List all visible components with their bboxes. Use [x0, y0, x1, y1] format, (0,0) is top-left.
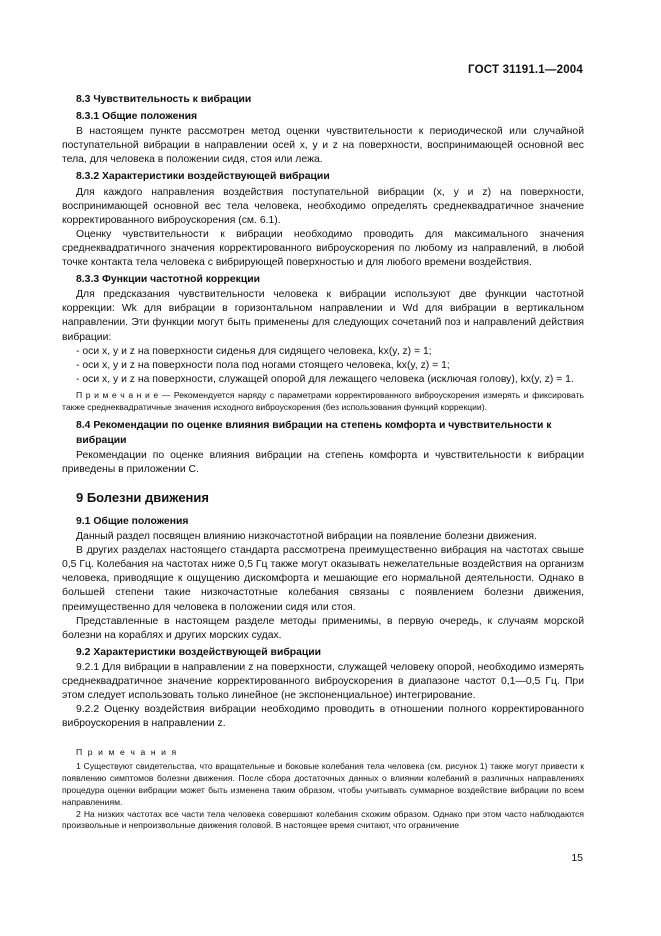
note-text: — Рекомендуется наряду с параметрами корректированного виброускорения измерять и фиксировать также среднеквадратичные значения исходного виброускорения (без использования функций коррекции).: [62, 389, 584, 412]
section-9-2-title: 9.2 Характеристики воздействующей вибрации: [76, 646, 322, 658]
note-1: 1 Существуют свидетельства, что вращательные и боковые колебания тела человека (см. рисунок 1) также могут привести к появлению симптомов болезни движения. После сбора достаточных данных о влиянии колебаний в различных направлениях процедура оценки вибрации может быть изменена таким образом, чтобы учитывать суммарное воздействие вибрации по всем направлениям.: [62, 761, 584, 807]
section-8-3-2-title: 8.3.2 Характеристики воздействующей вибрации: [76, 171, 330, 183]
section-8-3-2-paragraph-1: Для каждого направления воздействия поступательной вибрации (x, y и z) на поверхности, воспринимающей основной вес тела человека, необходимо определять среднеквадратичное значение корректированного виброускорения (см. 6.1).: [62, 186, 584, 226]
section-9-title: 9 Болезни движения: [76, 489, 209, 505]
list-item: - оси x, y и z на поверхности пола под ногами стоящего человека, kx(y, z) = 1;: [76, 359, 450, 371]
section-9-1-title: 9.1 Общие положения: [76, 515, 189, 527]
section-8-3-3-title: 8.3.3 Функции частотной коррекции: [76, 274, 261, 286]
section-8-3-2-paragraph-2: Оценку чувствительности к вибрации необходимо проводить для максимального значения среднеквадратичного значения корректированного виброускорения по любому из направлений, в любой точке контакта тела человека с вибрирующей поверхностью и для любого времени воздействия.: [62, 228, 584, 269]
section-8-3-title: 8.3 Чувствительность к вибрации: [76, 94, 252, 105]
section-9-1-paragraph-3: Представленные в настоящем разделе методы применимы, в первую очередь, к случаям морской болезни на кораблях и других морских судах.: [62, 615, 584, 641]
document-code: ГОСТ 31191.1—2004: [468, 64, 583, 76]
note-8-3-3: [62, 390, 584, 414]
list-item: - оси x, y и z на поверхности, служащей опорой для лежащего человека (исключая голову), kx(y, z) = 1.: [76, 373, 574, 385]
notes-block: [62, 745, 584, 832]
note-label: П р и м е ч а н и е: [76, 389, 159, 400]
section-8-4-title: 8.4 Рекомендации по оценке влияния вибрации на степень комфорта и чувствительности к вибрации: [76, 420, 552, 446]
notes-title: П р и м е ч а н и я: [76, 747, 178, 758]
page-number: 15: [571, 852, 583, 864]
section-9-2-2-paragraph: 9.2.2 Оценку воздействия вибрации необходимо проводить в отношении полного корректированного виброускорения в направлении z.: [62, 704, 584, 730]
page-content: [62, 91, 584, 832]
section-9-1-paragraph-2: В других разделах настоящего стандарта рассмотрена преимущественно вибрация на частотах свыше 0,5 Гц. Колебания на частотах ниже 0,5 Гц также могут оказывать нежелательные воздействия на организм человека, приводящие к ощущению дискомфорта и мешающие его нормальной деятельности. Однако в большей степени такие низкочастотные колебания связаны с появлением болезни движения, преимущественно для человека в положении сидя или стоя.: [62, 545, 584, 613]
section-8-4-paragraph: Рекомендации по оценке влияния вибрации на степень комфорта и чувствительности к вибрации приведены в приложении С.: [62, 449, 584, 475]
section-9-2-1-paragraph: 9.2.1 Для вибрации в направлении z на поверхности, служащей человеку опорой, необходимо измерять среднеквадратичное значение корректированного виброускорения в диапазоне частот 0,1—0,5 Гц. При этом следует использовать только линейное (не экспоненциальное) интегрирование.: [62, 661, 584, 702]
section-8-3-1-title: 8.3.1 Общие положения: [76, 111, 198, 123]
note-2: 2 На низких частотах все части тела человека совершают колебания схожим образом. Однако при этом часто наблюдаются произвольные и непроизвольные движения головой. В настоящее время считают, что ограничение: [62, 808, 584, 831]
list-item: - оси x, y и z на поверхности сиденья для сидящего человека, kx(y, z) = 1;: [76, 345, 432, 357]
section-9-1-paragraph-1: Данный раздел посвящен влиянию низкочастотной вибрации на появление болезни движения.: [76, 531, 537, 543]
section-8-3-3-paragraph: Для предсказания чувствительности человека к вибрации используют две функции частотной коррекции: Wk для вибрации в горизонтальном направлении и Wd для вибрации в вертикальном направлении. Эти функции могут быть применены для следующих сочетаний поз и направлений действия вибрации:: [62, 289, 584, 343]
section-8-3-1-paragraph: В настоящем пункте рассмотрен метод оценки чувствительности к периодической или случайной поступательной вибрации в направлении осей x, y и z на поверхности, воспринимающей основной вес тела, для человека в положении сидя, стоя или лежа.: [62, 126, 584, 166]
